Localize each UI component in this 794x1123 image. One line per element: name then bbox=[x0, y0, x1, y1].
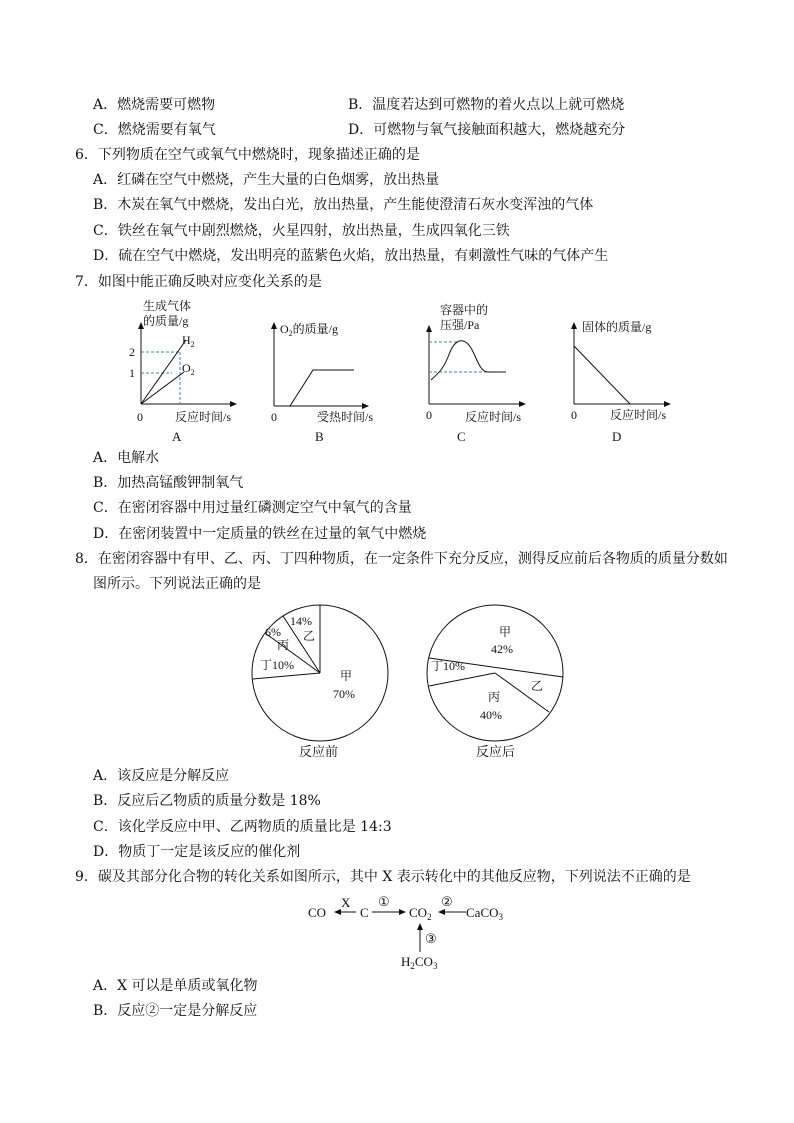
q8-stem-line-1: 8．在密闭容器中有甲、乙、丙、丁四种物质，在一定条件下充分反应，测得反应前后各物质的质量分数如 bbox=[75, 551, 728, 567]
q7-graphs bbox=[0, 295, 794, 450]
pie-before bbox=[252, 605, 388, 759]
graph-c bbox=[426, 302, 525, 444]
graph-a-xlabel: 反应时间/s bbox=[175, 410, 232, 424]
pie-after-caption: 反应后 bbox=[476, 744, 516, 759]
q7-option-b: B．加热高锰酸钾制氧气 bbox=[93, 475, 244, 491]
graph-d-xlabel: 反应时间/s bbox=[610, 408, 667, 422]
graph-a-ylabel-2: 的质量/g bbox=[143, 314, 189, 328]
graph-b-origin: 0 bbox=[271, 410, 277, 424]
q8-option-d: D．物质丁一定是该反应的催化剂 bbox=[93, 844, 301, 860]
graph-c-xlabel: 反应时间/s bbox=[465, 410, 522, 424]
pie-before-divider-4 bbox=[253, 673, 320, 679]
graph-c-caption: C bbox=[457, 429, 466, 444]
pie-after-label-ding: 丁10% bbox=[431, 659, 465, 673]
graph-b bbox=[271, 321, 373, 444]
graph-a bbox=[129, 298, 236, 444]
q8-stem-line-2: 图所示。下列说法正确的是 bbox=[93, 576, 261, 592]
q5-option-d: D．可燃物与氧气接触面积越大，燃烧越充分 bbox=[348, 122, 626, 138]
graph-d-ylabel: 固体的质量/g bbox=[582, 320, 652, 334]
q8-pie-charts bbox=[0, 600, 794, 765]
q6-stem: 6．下列物质在空气或氧气中燃烧时，现象描述正确的是 bbox=[75, 147, 420, 163]
graph-a-tick-2: 2 bbox=[129, 345, 135, 359]
q9-diagram bbox=[0, 890, 794, 972]
graph-a-origin: 0 bbox=[137, 410, 143, 424]
pie-after-divider-2 bbox=[429, 673, 495, 686]
pie-before-label-bing: 丙 bbox=[277, 638, 290, 652]
pie-before-label-jia: 甲 bbox=[340, 669, 353, 683]
q6-option-c: C．铁丝在氧气中剧烈燃烧，火星四射，放出热量，生成四氧化三铁 bbox=[93, 223, 510, 239]
q5-option-c: C．燃烧需要有氧气 bbox=[93, 122, 216, 138]
q6-option-d: D．硫在空气中燃烧，发出明亮的蓝紫色火焰，放出热量，有刺激性气味的气体产生 bbox=[93, 248, 609, 264]
pie-before-label-yi-pct: 14% bbox=[290, 614, 312, 628]
diagram-x: X bbox=[341, 895, 351, 910]
pie-after-label-bing-pct: 40% bbox=[480, 708, 502, 722]
graph-c-curve bbox=[431, 341, 506, 380]
graph-c-origin: 0 bbox=[426, 408, 432, 422]
graph-a-h2-label: $H_2$ bbox=[182, 333, 195, 349]
pie-after-label-jia: 甲 bbox=[499, 625, 512, 639]
q9-stem: 9．碳及其部分化合物的转化关系如图所示，其中 X 表示转化中的其他反应物，下列说法不正确的是 bbox=[75, 869, 691, 885]
diagram-h2co3: $H_2CO_3$ bbox=[401, 954, 438, 971]
q8-option-c: C．该化学反应中甲、乙两物质的质量比是 14:3 bbox=[93, 819, 392, 835]
pie-after bbox=[427, 605, 563, 759]
diagram-r1: ① bbox=[378, 894, 390, 909]
graph-b-xlabel: 受热时间/s bbox=[317, 410, 374, 424]
q8-option-b: B．反应后乙物质的质量分数是 18% bbox=[93, 793, 321, 809]
graph-a-ylabel-1: 生成气体 bbox=[143, 299, 192, 313]
pie-before-label-jia-pct: 70% bbox=[333, 687, 355, 701]
graph-c-ylabel-2: 压强/Pa bbox=[440, 318, 480, 332]
diagram-c: C bbox=[360, 905, 369, 920]
graph-d-caption: D bbox=[612, 429, 622, 444]
q5-option-b: B．温度若达到可燃物的着火点以上就可燃烧 bbox=[348, 97, 625, 113]
graph-b-ylabel: $O_2$的质量/g bbox=[280, 322, 339, 338]
graph-d-origin: 0 bbox=[571, 408, 577, 422]
q7-option-d: D．在密闭装置中一定质量的铁丝在过量的氧气中燃烧 bbox=[93, 526, 427, 542]
graph-a-tick-1: 1 bbox=[129, 366, 135, 380]
diagram-co: CO bbox=[308, 905, 327, 920]
q5-option-a: A．燃烧需要可燃物 bbox=[93, 97, 216, 113]
pie-after-label-bing: 丙 bbox=[488, 690, 501, 704]
graph-a-caption: A bbox=[172, 429, 182, 444]
q6-option-a: A．红磷在空气中燃烧，产生大量的白色烟雾，放出热量 bbox=[93, 172, 440, 188]
pie-after-label-jia-pct: 42% bbox=[491, 642, 513, 656]
pie-before-label-ding: 丁10% bbox=[260, 658, 294, 672]
graph-d-curve bbox=[574, 346, 630, 404]
graph-a-o2-label: $O_2$ bbox=[182, 361, 195, 377]
diagram-caco3: CaCO$_3$ bbox=[466, 905, 503, 922]
pie-before-label-yi: 乙 bbox=[303, 629, 316, 643]
graph-c-ylabel-1: 容器中的 bbox=[440, 303, 489, 317]
pie-after-label-yi: 乙 bbox=[531, 679, 544, 693]
q7-option-a: A．电解水 bbox=[93, 450, 160, 466]
q8-option-a: A．该反应是分解反应 bbox=[93, 768, 230, 784]
diagram-r3: ③ bbox=[425, 931, 437, 946]
q7-option-c: C．在密闭容器中用过量红磷测定空气中氧气的含量 bbox=[93, 500, 412, 516]
q9-option-b: B．反应②一定是分解反应 bbox=[93, 1003, 258, 1019]
diagram-r2: ② bbox=[441, 894, 453, 909]
q7-stem: 7．如图中能正确反映对应变化关系的是 bbox=[75, 274, 322, 290]
pie-before-label-bing-pct: 6% bbox=[265, 625, 281, 639]
q9-option-a: A．X 可以是单质或氧化物 bbox=[93, 978, 258, 994]
q9-diagram-group bbox=[308, 894, 504, 971]
graph-d bbox=[571, 319, 670, 444]
q6-option-b: B．木炭在氧气中燃烧，发出白光，放出热量，产生能使澄清石灰水变浑浊的气体 bbox=[93, 197, 594, 213]
graph-a-h2-line bbox=[141, 340, 186, 404]
diagram-co2: $CO_2$ bbox=[409, 905, 432, 922]
pie-before-caption: 反应前 bbox=[299, 744, 339, 759]
graph-a-o2-line bbox=[141, 372, 184, 404]
graph-b-caption: B bbox=[315, 429, 324, 444]
graph-b-curve bbox=[290, 370, 354, 406]
